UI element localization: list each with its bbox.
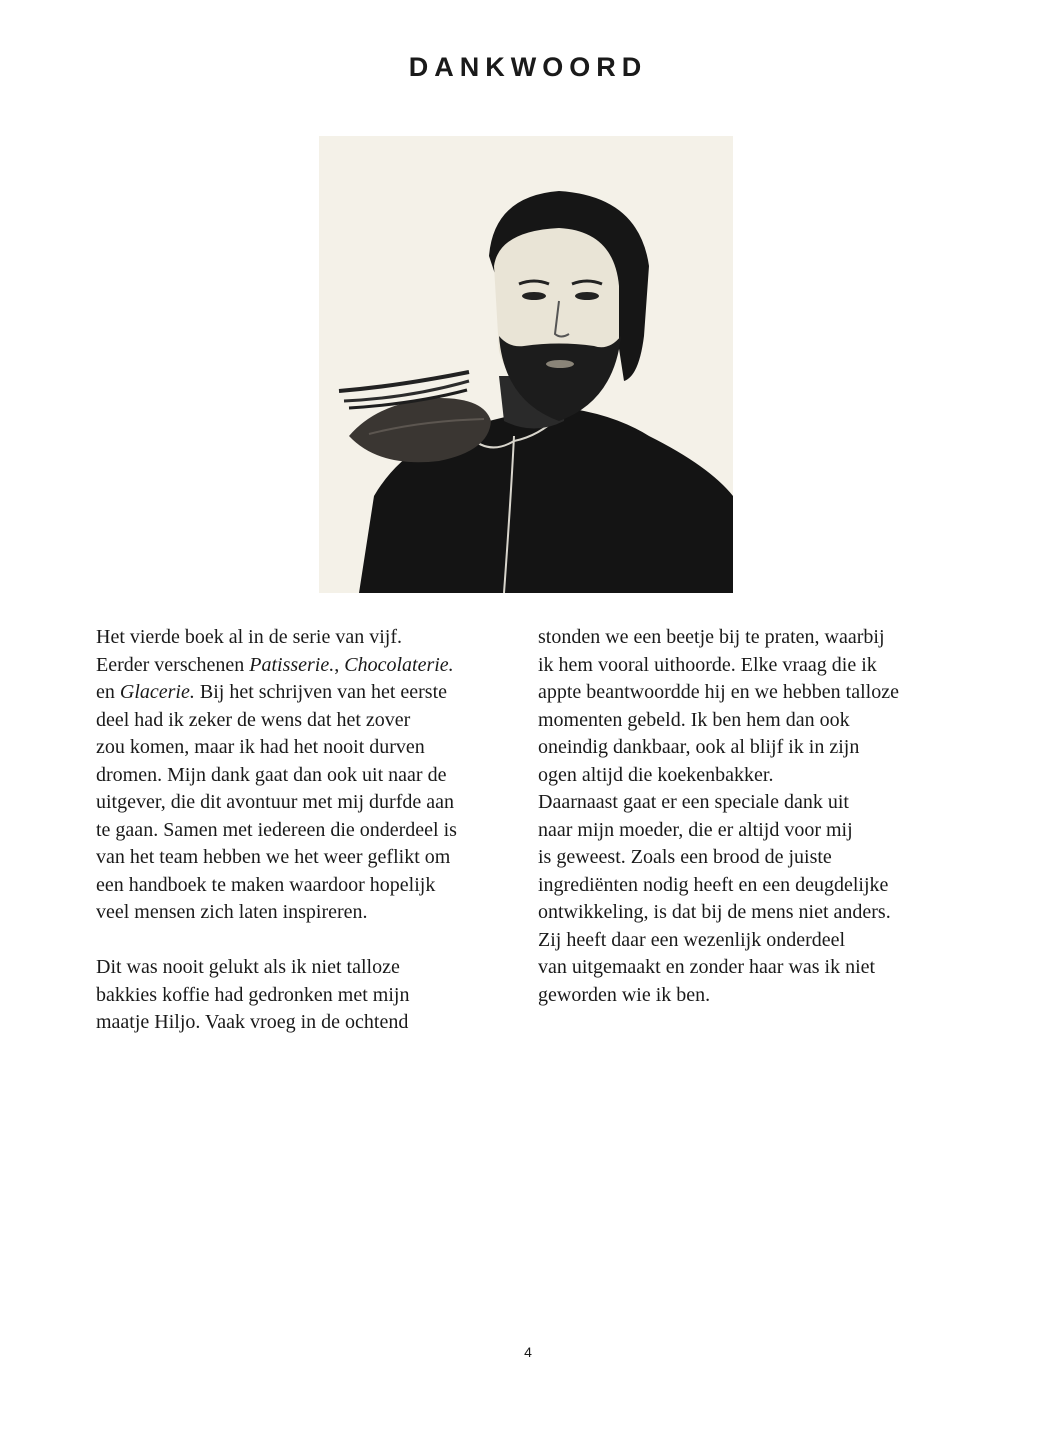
text-line: appte beantwoordde hij en we hebben talloze (538, 681, 899, 703)
text-column-right (538, 624, 958, 1009)
page-title: DANKWOORD (408, 52, 648, 82)
text-line: ogen altijd die koekenbakker. (538, 763, 774, 786)
chef-portrait-photo (319, 136, 733, 593)
text-line: bakkies koffie had gedronken met mijn (96, 983, 410, 1006)
book-title-patisserie: Patisserie. (249, 653, 335, 676)
text-column-left (96, 624, 536, 1037)
text-line: van het team hebben we het weer geflikt om (96, 846, 451, 868)
left-eye (522, 292, 546, 300)
paragraph-gap (96, 927, 536, 955)
text-line: Daarnaast gaat er een speciale dank uit (538, 791, 849, 813)
text-line: naar mijn moeder, die er altijd voor mij (538, 818, 853, 841)
mouth (546, 360, 574, 368)
text-line: is geweest. Zoals een brood de juiste (538, 846, 832, 868)
text-line: ik hem vooral uithoorde. Elke vraag die ik (538, 653, 877, 676)
portrait-illustration (319, 136, 733, 593)
text-line: een handboek te maken waardoor hopelijk (96, 873, 436, 896)
text-line: deel had ik zeker de wens dat het zover (96, 708, 411, 731)
text-line: Eerder verschenen Patisserie., Chocolaterie. (96, 653, 454, 676)
text-line: veel mensen zich laten inspireren. (96, 901, 368, 923)
text-line: Dit was nooit gelukt als ik niet talloze (96, 956, 400, 978)
book-title-glacerie: Glacerie. (119, 681, 195, 703)
book-title-chocolaterie: Chocolaterie. (344, 653, 454, 676)
text-line: uitgever, die dit avontuur met mij durfde aan (96, 791, 454, 813)
text-line: van uitgemaakt en zonder haar was ik niet (538, 956, 876, 978)
right-eye (575, 292, 599, 300)
text-line: te gaan. Samen met iedereen die onderdeel is (96, 818, 457, 841)
text-line: ontwikkeling, is dat bij de mens niet anders. (538, 901, 891, 923)
text-line: geworden wie ik ben. (538, 983, 711, 1006)
page-number: 4 (524, 1344, 532, 1360)
text-line: en Glacerie. Bij het schrijven van het eerste (96, 681, 448, 703)
text-line: Het vierde boek al in de serie van vijf. (96, 626, 402, 648)
text-line: oneindig dankbaar, ook al blijf ik in zijn (538, 736, 860, 758)
text-line: dromen. Mijn dank gaat dan ook uit naar de (96, 763, 447, 786)
text-line: stonden we een beetje bij te praten, waarbij (538, 626, 885, 648)
text-line: Zij heeft daar een wezenlijk onderdeel (538, 928, 846, 951)
text-line: ingrediënten nodig heeft en een deugdelijke (538, 873, 889, 896)
text-line: momenten gebeld. Ik ben hem dan ook (538, 708, 850, 731)
text-line: zou komen, maar ik had het nooit durven (96, 736, 425, 758)
text-line: maatje Hiljo. Vaak vroeg in de ochtend (96, 1011, 409, 1033)
